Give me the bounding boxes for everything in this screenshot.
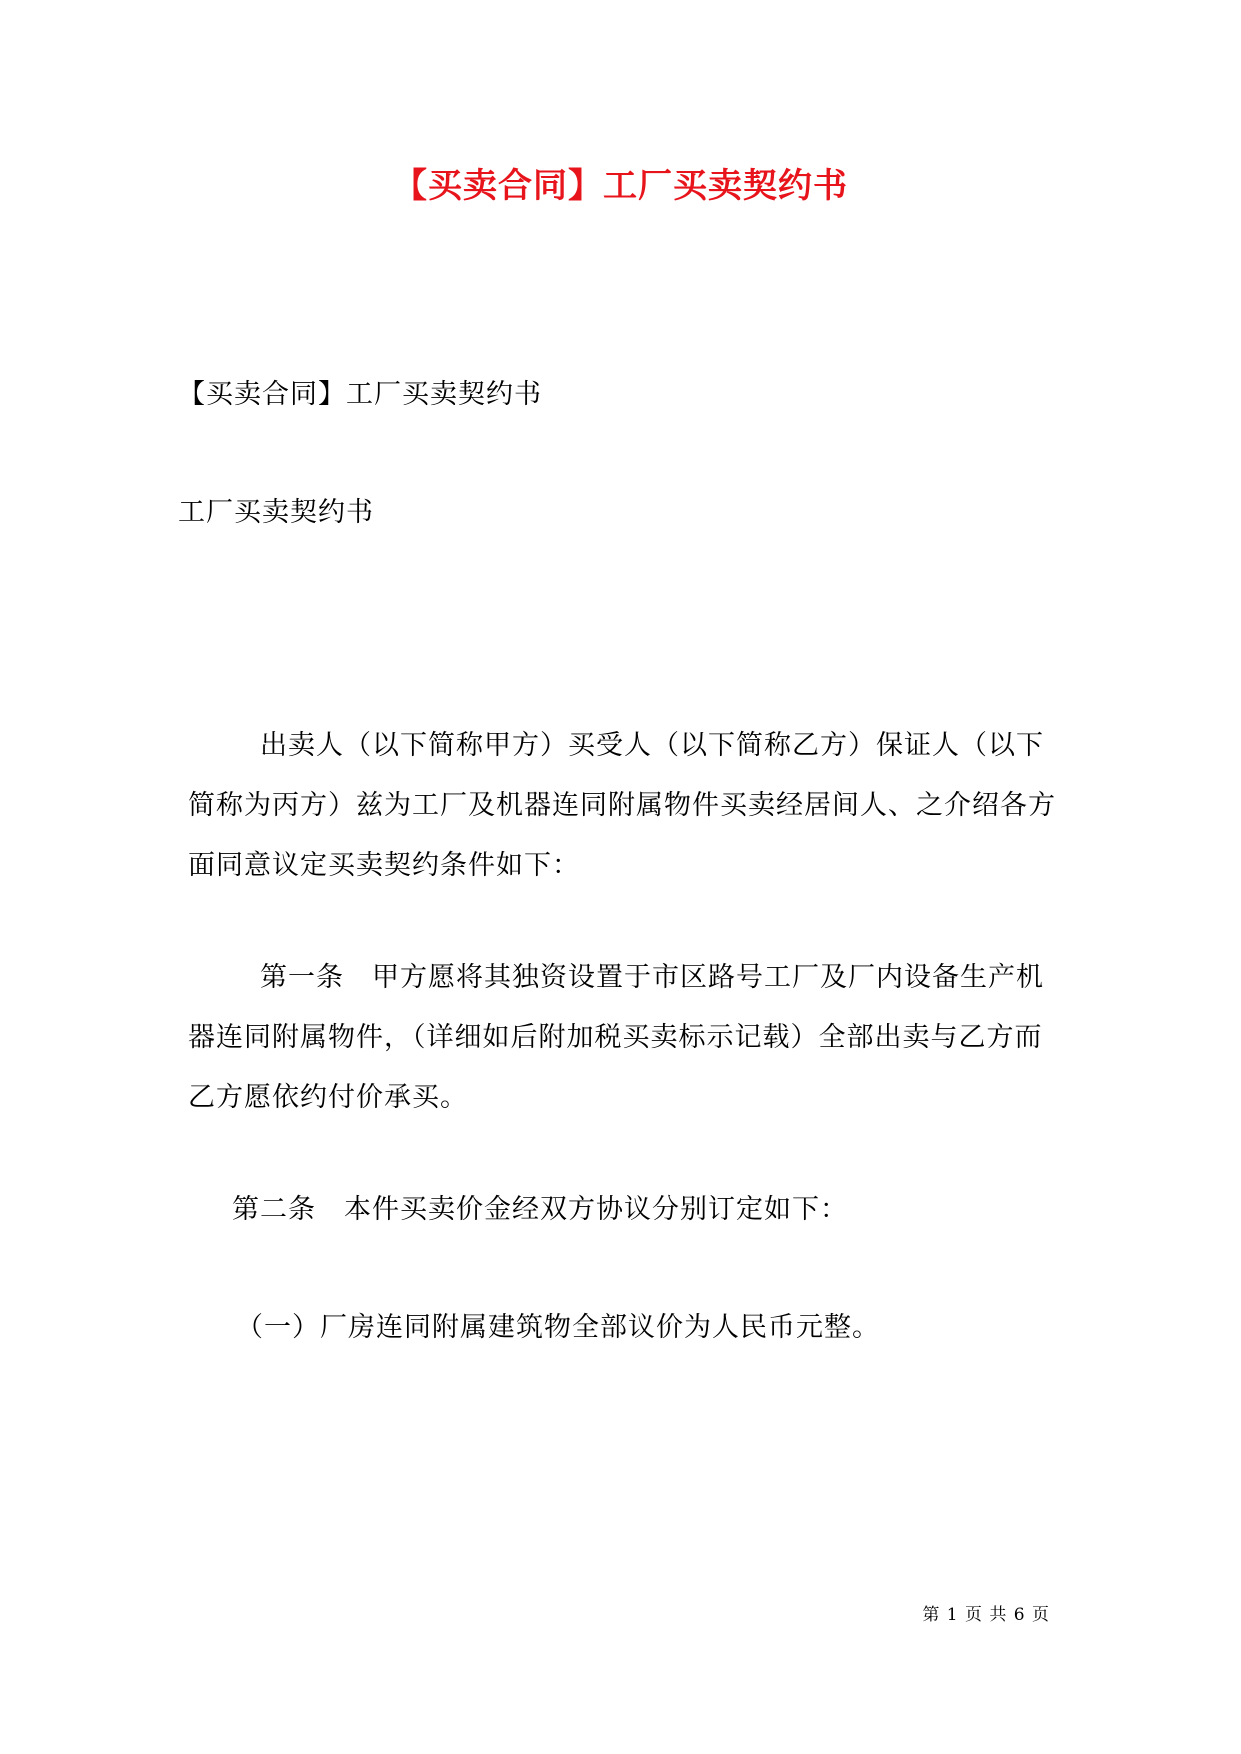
- article-2-item-1: （一）厂房连同附属建筑物全部议价为人民币元整。: [236, 1312, 880, 1343]
- article-2: 第二条 本件买卖价金经双方协议分别订定如下：: [232, 1194, 848, 1225]
- document-title: 【买卖合同】工厂买卖契约书: [393, 166, 848, 206]
- paragraph-parties: [188, 716, 1058, 896]
- paragraph-text: 出卖人（以下简称甲方）买受人（以下简称乙方）保证人（以下简称为丙方）兹为工厂及机器连同附属物件买卖经居间人、之介绍各方面同意议定买卖契约条件如下：: [188, 730, 1056, 881]
- document-heading: 【买卖合同】工厂买卖契约书: [178, 379, 542, 410]
- page-number: 第 1 页 共 6 页: [922, 1605, 1050, 1625]
- paragraph-article-1: [188, 948, 1058, 1128]
- paragraph-text: 第一条 甲方愿将其独资设置于市区路号工厂及厂内设备生产机器连同附属物件，（详细如后附加税买卖标示记载）全部出卖与乙方而乙方愿依约付价承买。: [188, 962, 1044, 1113]
- document-subheading: 工厂买卖契约书: [178, 497, 374, 528]
